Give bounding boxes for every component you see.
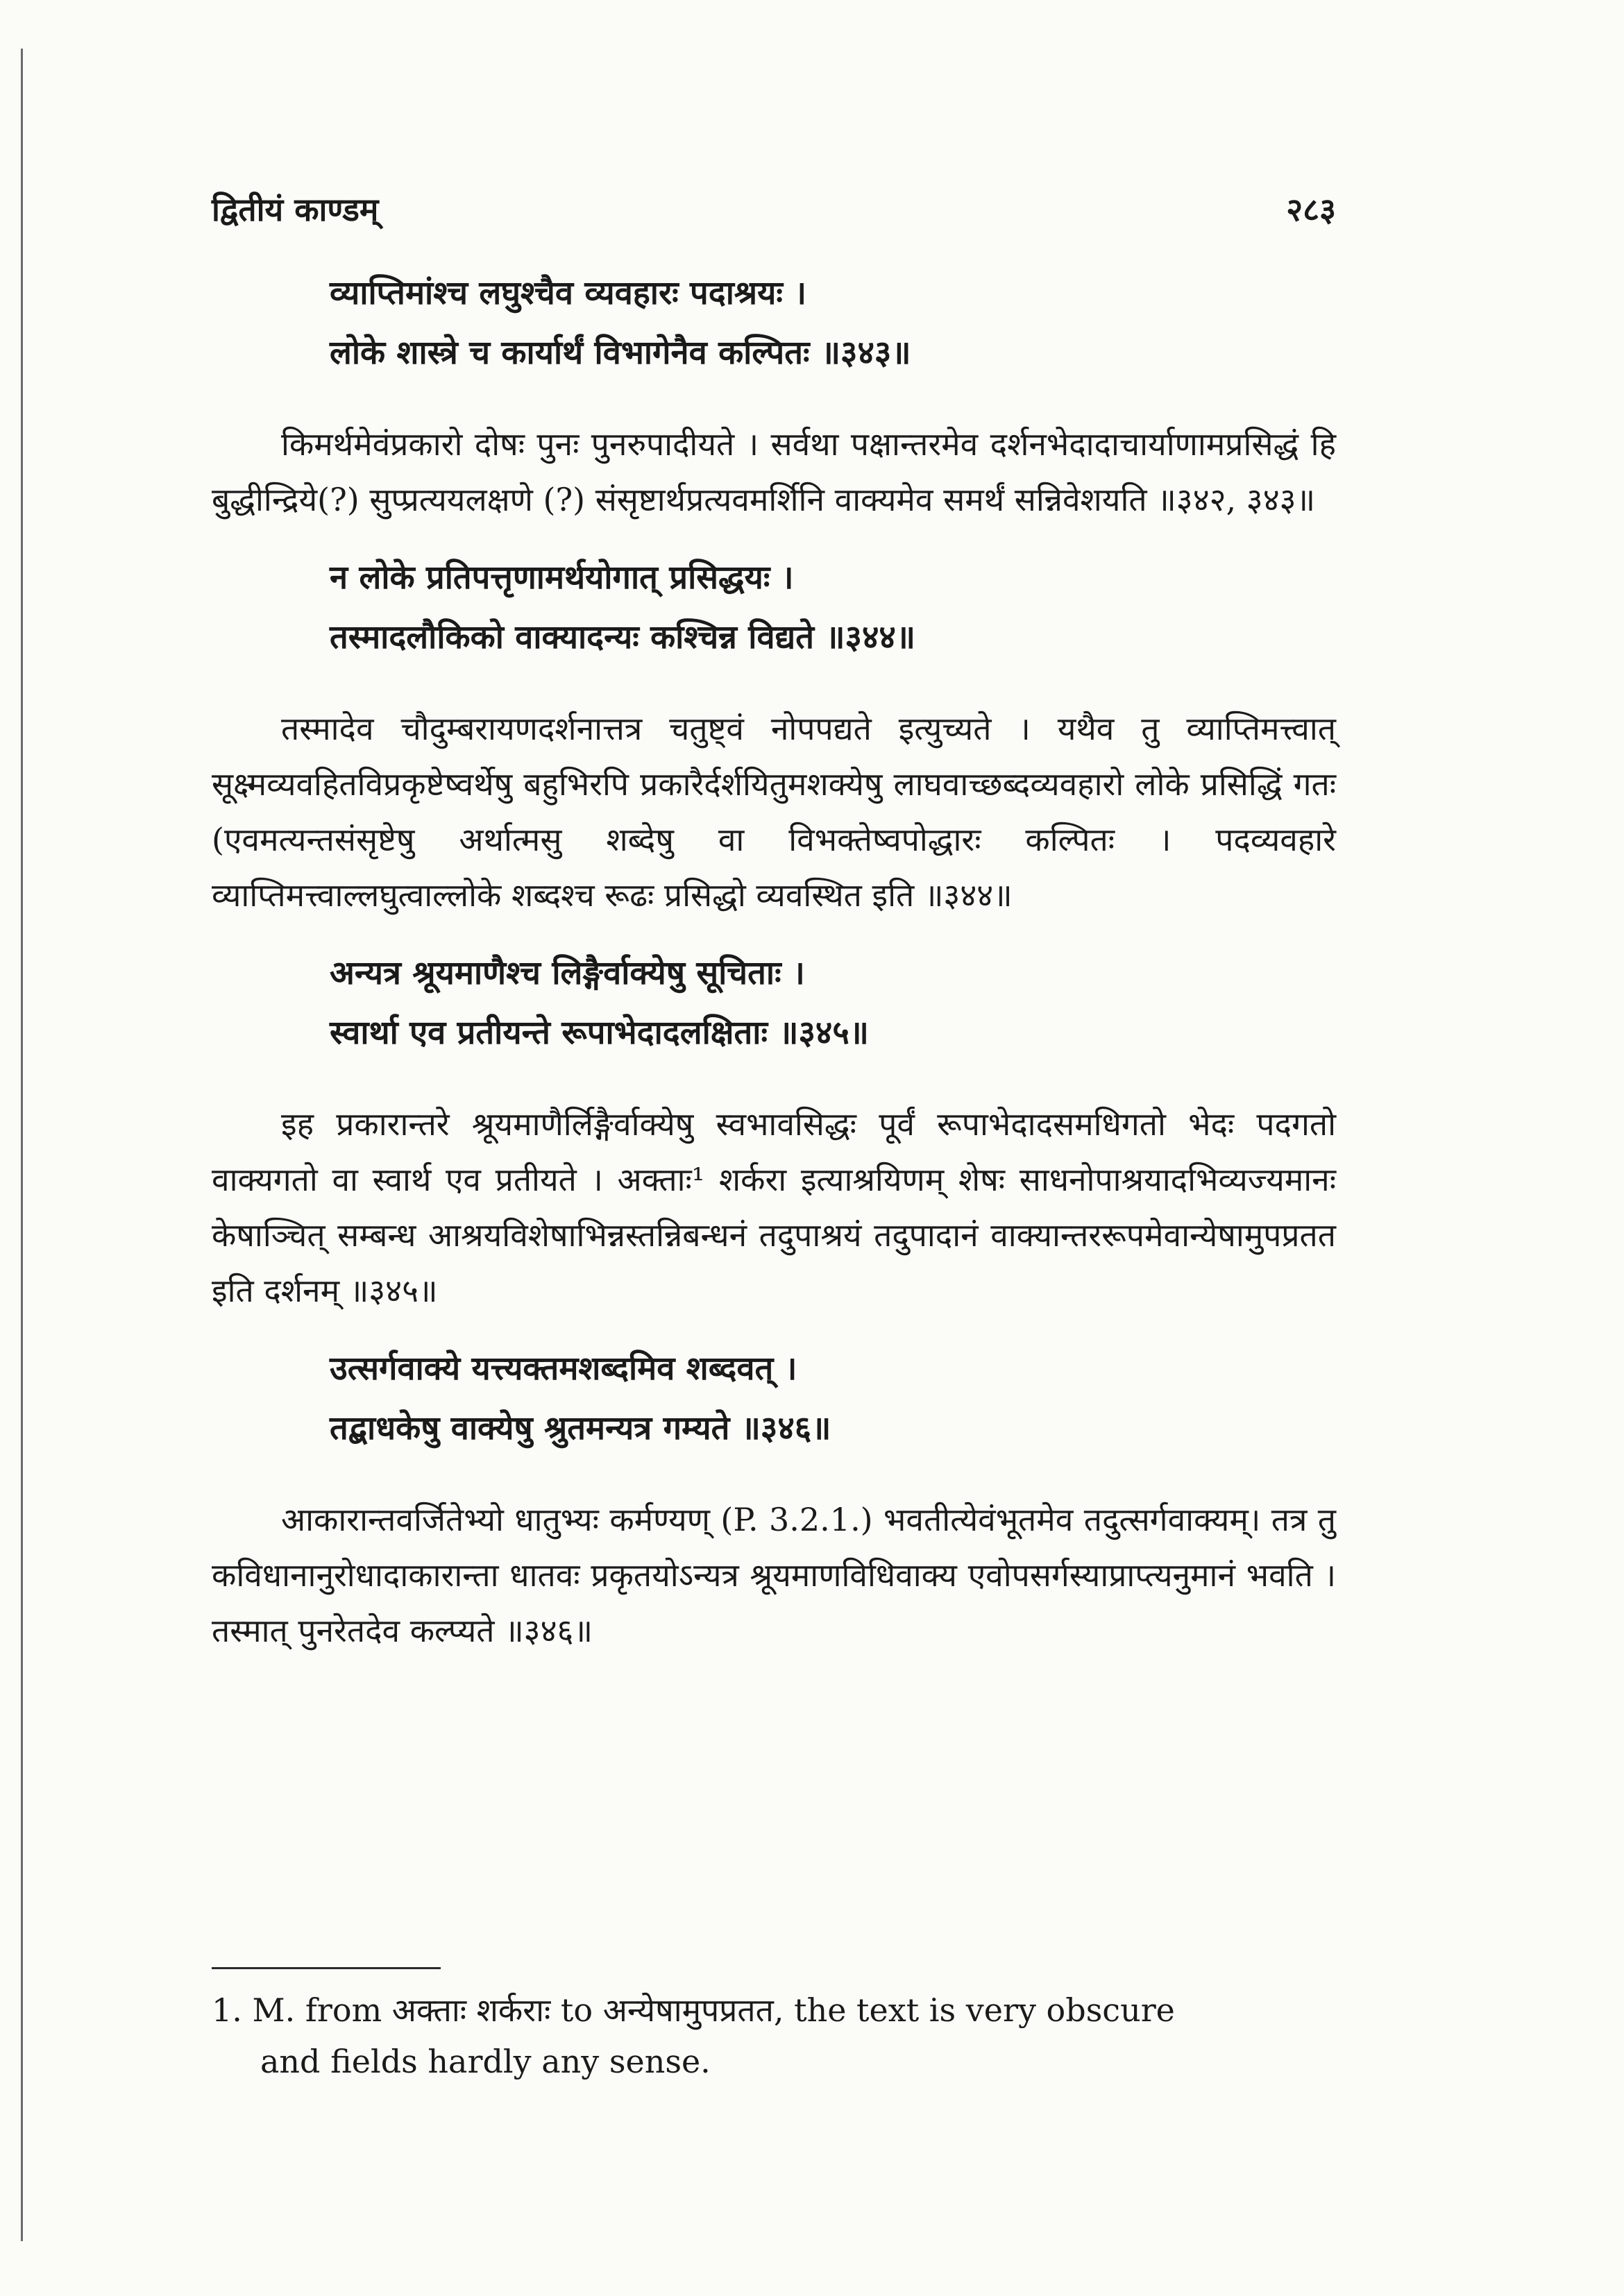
verse-345 (330, 944, 1336, 1063)
commentary-345: इह प्रकारान्तरे श्रूयमाणैर्लिङ्गैर्वाक्येषु स्वभावसिद्धः पूर्वं रूपाभेदादसमधिगतो भेदः पदगतो वाक्यगतो वा स्वार्थ एव प्रतीयते । अक्ताः¹ शर्करा इत्याश्रयिणम् शेषः साधनोपाश्रयादभिव्यज्यमानः केषाञ्चित् सम्बन्ध आश्रयविशेषाभिन्नस्तन्निबन्धनं तदुपाश्रयं तदुपादानं वाक्यान्तररूपमेवान्येषामुपप्रतत इति दर्शनम् ॥३४५॥ (212, 1105, 1336, 1309)
running-title: द्वितीयं काण्डम् (212, 191, 379, 228)
footnote-rule (212, 1967, 441, 1969)
commentary-346: आकारान्तवर्जितेभ्यो धातुभ्यः कर्मण्यण् (P. 3.2.1.) भवतीत्येवंभूतमेव तदुत्सर्गवाक्यम्। तत्र तु कविधानानुरोधादाकारान्ता धातवः प्रकृतयोऽन्यत्र श्रूयमाणविधिवाक्य एवोपसर्गस्याप्राप्त्यनुमानं भवति । तस्मात् पुनरेतदेव कल्प्यते ॥३४६॥ (212, 1501, 1336, 1649)
verse-line: तस्मादलौकिको वाक्यादन्यः कश्चिन्न विद्यते ॥३४४॥ (330, 618, 916, 656)
verse-line: तद्बाधकेषु वाक्येषु श्रुतमन्यत्र गम्यते ॥३४६॥ (330, 1409, 831, 1447)
verse-line: अन्यत्र श्रूयमाणैश्च लिङ्गैर्वाक्येषु सूचिताः । (330, 954, 805, 992)
footnote-line: and fields hardly any sense. (260, 2043, 711, 2080)
page-number: २८३ (1286, 191, 1336, 228)
verse-line: स्वार्था एव प्रतीयन्ते रूपाभेदादलक्षिताः ॥३४५॥ (330, 1014, 869, 1052)
verse-line: न लोके प्रतिपत्तृणामर्थयोगात् प्रसिद्धयः । (330, 559, 794, 597)
running-head (212, 187, 1336, 243)
commentary-344: तस्मादेव चौदुम्बरायणदर्शनात्तत्र चतुष्ट्वं नोपपद्यते इत्युच्यते । यथैव तु व्याप्तिमत्त्वात् सूक्ष्मव्यवहितविप्रकृष्टेष्वर्थेषु बहुभिरपि प्रकारैर्दर्शयितुमशक्येषु लाघवाच्छब्दव्यवहारो लोके प्रसिद्धिं गतः (एवमत्यन्तसंसृष्टेषु अर्थात्मसु शब्देषु वा विभक्तेष्वपोद्धारः कल्पितः । पदव्यवहारे व्याप्तिमत्त्वाल्लघुत्वाल्लोके शब्दश्च रूढः प्रसिद्धो व्यवस्थित इति ॥३४४॥ (212, 710, 1336, 914)
verse-line: उत्सर्गवाक्ये यत्त्यक्तमशब्दमिव शब्दवत् । (330, 1350, 797, 1388)
page-edge-rule (21, 49, 23, 2241)
verse-346 (330, 1339, 1336, 1459)
commentary-343: किमर्थमेवंप्रकारो दोषः पुनः पुनरुपादीयते । सर्वथा पक्षान्तरमेव दर्शनभेदादाचार्याणामप्रसिद्धं हि बुद्धीन्द्रिये(?) सुप्प्रत्ययलक्षणे (?) संसृष्टार्थप्रत्यवमर्शिनि वाक्यमेव समर्थं सन्निवेशयति ॥३४२, ३४३॥ (212, 425, 1336, 518)
verse-344 (330, 548, 1336, 667)
footnote (212, 1984, 1336, 2087)
footnote-line: 1. M. from अक्ताः शर्कराः to अन्येषामुपप्रतत, the text is very obscure (212, 1991, 1175, 2029)
verse-343 (330, 264, 1336, 383)
verse-line: लोके शास्त्रे च कार्यार्थं विभागेनैव कल्पितः ॥३४३॥ (330, 334, 911, 372)
page-body (212, 187, 1336, 1658)
verse-line: व्याप्तिमांश्च लघुश्चैव व्यवहारः पदाश्रयः । (330, 274, 807, 312)
